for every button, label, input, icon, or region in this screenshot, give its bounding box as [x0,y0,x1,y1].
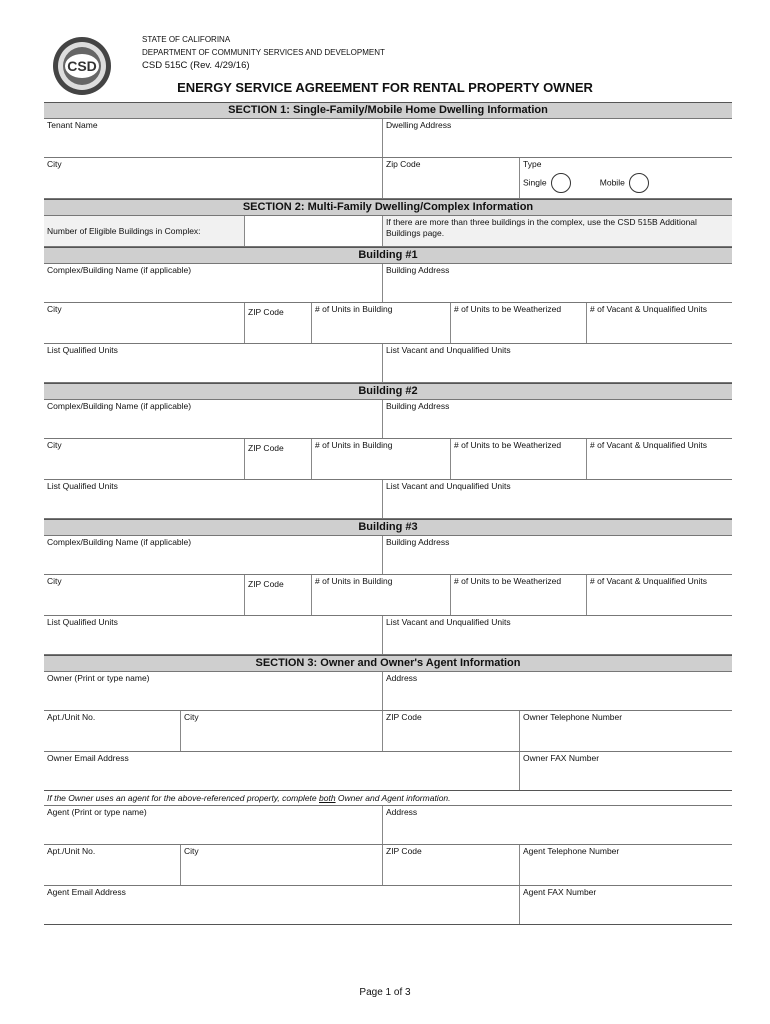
agent-fax-field[interactable]: Agent FAX Number [519,886,732,924]
tenant-name-field[interactable]: Tenant Name [47,120,98,130]
owner-name-field[interactable]: Owner (Print or type name) [47,673,150,683]
building-address-field[interactable]: Building Address [382,536,732,574]
building-block [44,519,732,655]
eligible-buildings-label: Number of Eligible Buildings in Complex: [44,216,244,246]
single-label: Single [523,177,547,188]
agent-city-field[interactable]: City [180,845,382,885]
qualified-units-field[interactable]: List Qualified Units [47,481,118,491]
units-in-building-field[interactable]: # of Units in Building [311,303,450,343]
building-address-field[interactable]: Building Address [382,400,732,438]
page-number: Page 1 of 3 [359,987,411,998]
owner-city-field[interactable]: City [180,711,382,751]
complex-name-field[interactable]: Complex/Building Name (if applicable) [47,537,192,547]
qualified-units-field[interactable]: List Qualified Units [47,345,118,355]
zip-code-field[interactable]: Zip Code [382,158,519,198]
department-name: DEPARTMENT OF COMMUNITY SERVICES AND DEVELOPMENT [142,48,385,57]
building-address-field[interactable]: Building Address [382,264,732,302]
building-heading: Building #2 [44,383,732,400]
complex-name-field[interactable]: Complex/Building Name (if applicable) [47,265,192,275]
building-block [44,383,732,519]
agent-name-field[interactable]: Agent (Print or type name) [47,807,147,817]
vacant-units-field[interactable]: # of Vacant & Unqualified Units [586,303,732,343]
building-zip-field[interactable]: ZIP Code [244,303,311,343]
additional-buildings-note: If there are more than three buildings in the complex, use the CSD 515B Additional Buildings page. [382,216,732,246]
building-city-field[interactable]: City [47,440,62,450]
qualified-units-field[interactable]: List Qualified Units [47,617,118,627]
building-block [44,247,732,383]
building-heading: Building #1 [44,247,732,264]
owner-apt-field[interactable]: Apt./Unit No. [47,712,96,722]
vacant-units-field[interactable]: # of Vacant & Unqualified Units [586,439,732,479]
owner-phone-field[interactable]: Owner Telephone Number [519,711,732,751]
agency-header [142,33,385,72]
agent-zip-field[interactable]: ZIP Code [382,845,519,885]
owner-fax-field[interactable]: Owner FAX Number [519,752,732,790]
vacant-units-list-field[interactable]: List Vacant and Unqualified Units [382,344,732,382]
units-in-building-field[interactable]: # of Units in Building [311,575,450,615]
dwelling-address-field[interactable]: Dwelling Address [382,119,732,157]
units-weatherized-field[interactable]: # of Units to be Weatherized [450,303,586,343]
building-zip-field[interactable]: ZIP Code [244,439,311,479]
building-city-field[interactable]: City [47,304,62,314]
mobile-radio[interactable] [629,173,649,193]
logo-text: CSD [67,58,97,74]
owner-address-field[interactable]: Address [382,672,732,710]
agent-phone-field[interactable]: Agent Telephone Number [519,845,732,885]
mobile-label: Mobile [599,177,625,188]
building-zip-field[interactable]: ZIP Code [244,575,311,615]
building-heading: Building #3 [44,519,732,536]
owner-email-field[interactable]: Owner Email Address [47,753,129,763]
section2-heading: SECTION 2: Multi-Family Dwelling/Complex Information [44,199,732,216]
city-field[interactable]: City [47,159,62,169]
units-weatherized-field[interactable]: # of Units to be Weatherized [450,575,586,615]
section3-heading: SECTION 3: Owner and Owner's Agent Information [44,655,732,672]
vacant-units-list-field[interactable]: List Vacant and Unqualified Units [382,480,732,518]
agent-email-field[interactable]: Agent Email Address [47,887,126,897]
vacant-units-list-field[interactable]: List Vacant and Unqualified Units [382,616,732,654]
building-city-field[interactable]: City [47,576,62,586]
agent-instruction: If the Owner uses an agent for the above-referenced property, complete both Owner and Agent information. [44,790,732,806]
form-id: CSD 515C (Rev. 4/29/16) [142,60,250,71]
type-field: Type Single Mobile [519,158,732,198]
agent-apt-field[interactable]: Apt./Unit No. [47,846,96,856]
vacant-units-field[interactable]: # of Vacant & Unqualified Units [586,575,732,615]
units-in-building-field[interactable]: # of Units in Building [311,439,450,479]
agreement-form [44,102,732,925]
eligible-buildings-field[interactable] [244,216,382,246]
units-weatherized-field[interactable]: # of Units to be Weatherized [450,439,586,479]
complex-name-field[interactable]: Complex/Building Name (if applicable) [47,401,192,411]
page-title: ENERGY SERVICE AGREEMENT FOR RENTAL PROPERTY OWNER [177,80,593,95]
state-name: STATE OF CALIFORINA [142,35,231,44]
section1-heading: SECTION 1: Single-Family/Mobile Home Dwelling Information [44,102,732,119]
owner-zip-field[interactable]: ZIP Code [382,711,519,751]
agent-address-field[interactable]: Address [382,806,732,844]
single-radio[interactable] [551,173,571,193]
